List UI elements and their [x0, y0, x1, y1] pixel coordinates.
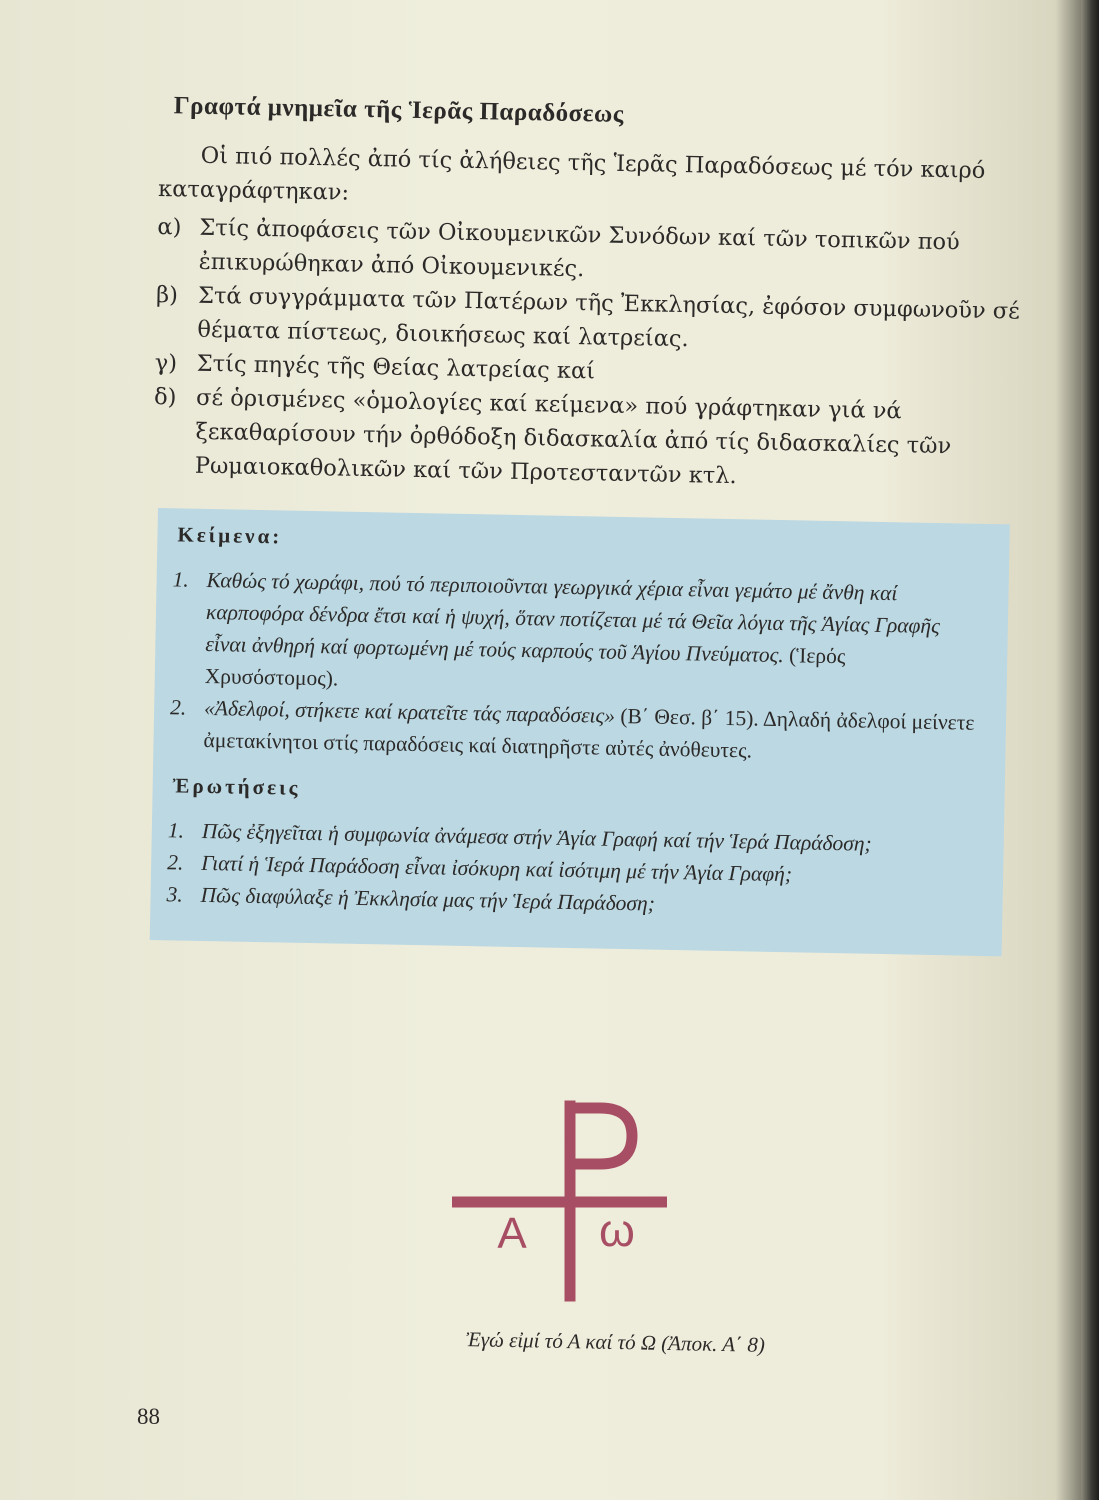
- item-text: σέ ὁρισμένες «ὁμολογίες καί κείμενα» πού γράφτηκαν γιά νά ξεκαθαρίσουν τήν ὀρθόδοξη διδασκαλία ἀπό τίς διδασκαλίες τῶν Ρωμαιοκαθολικῶν καί τῶν Προτεσταντῶν κτλ.: [194, 384, 952, 490]
- intro-paragraph: Οἱ πιό πολλές ἀπό τίς ἀλήθειες τῆς Ἱερᾶς Παραδόσεως μέ τόν καιρό καταγράφτηκαν:: [157, 142, 986, 206]
- item-text: Στά συγγράμματα τῶν Πατέρων τῆς Ἐκκλησίας, ἐφόσον συμφωνοῦν σέ θέματα πίστεως, διοικήσεως καί λατρείας.: [197, 282, 1021, 353]
- question-number: 3.: [166, 882, 183, 907]
- text-number: 1.: [172, 567, 189, 592]
- texts-list: [169, 563, 985, 770]
- text-quote: Καθώς τό χωράφι, πού τό περιποιοῦνται γεωργικά χέρια εἶναι γεμάτο μέ ἄνθη καί καρποφόρα δένδρα ἔτσι καί ἡ ψυχή, ὅταν ποτίζεται μέ τά Θεῖα λόγια τῆς Ἁγίας Γραφῆς εἶναι ἀνθηρή καί φορτωμένη μέ τούς καρπούς τοῦ Ἁγίου Πνεύματος.: [205, 567, 941, 668]
- questions-heading: Ἐρωτήσεις: [172, 773, 301, 800]
- page-content: [144, 92, 1030, 957]
- texts-heading: Κείμενα:: [177, 522, 283, 549]
- text-source: (Ἱερός Χρυσόστομος).: [204, 643, 846, 691]
- chi-rho-icon: [452, 1098, 667, 1303]
- page-number: 88: [137, 1404, 160, 1429]
- chi-rho-symbol: [452, 1098, 667, 1303]
- highlight-box: [150, 508, 1010, 956]
- item-text: Στίς ἀποφάσεις τῶν Οἰκουμενικῶν Συνόδων καί τῶν τοπικῶν πού ἐπικυρώθηκαν ἀπό Οἰκουμενικές.: [198, 214, 960, 283]
- question-text: Πῶς ἐξηγεῖται ἡ συμφωνία ἀνάμεσα στήν Ἁγία Γραφή καί τήν Ἱερά Παράδοση;: [201, 818, 872, 856]
- symbol-caption: Ἐγώ εἰμί τό Α καί τό Ω (Ἀποκ. Α΄ 8): [465, 1327, 766, 1357]
- question-text: Πῶς διαφύλαξε ἡ Ἐκκλησία μας τήν Ἱερά Παράδοση;: [200, 882, 656, 916]
- list-item: [153, 380, 1025, 499]
- question-number: 2.: [166, 850, 184, 875]
- text-quote: «Ἀδελφοί, στήκετε καί κρατεῖτε τάς παραδόσεις»: [203, 695, 616, 728]
- item-marker: δ): [153, 383, 177, 411]
- item-text: Στίς πηγές τῆς Θείας λατρείας καί: [196, 350, 596, 385]
- text-number: 2.: [169, 695, 187, 720]
- question-number: 1.: [167, 818, 185, 843]
- item-marker: γ): [154, 349, 178, 377]
- questions-list: [166, 814, 980, 925]
- omega-letter: ω: [599, 1204, 635, 1256]
- book-spine: [1081, 0, 1099, 1500]
- question-text: Γιατί ἡ Ἱερά Παράδοση εἶναι ἰσόκυρη καί ἰσότιμη μέ τήν Ἁγία Γραφή;: [200, 850, 793, 887]
- section-title: Γραφτά μνημεῖα τῆς Ἱερᾶς Παραδόσεως: [173, 92, 625, 128]
- item-marker: α): [157, 213, 182, 241]
- alpha-letter: Α: [497, 1209, 527, 1258]
- item-marker: β): [155, 281, 179, 309]
- text-source: (Β΄ Θεσ. β΄ 15). Δηλαδή ἀδελφοί μείνετε ἀμετακίνητοι στίς παραδόσεις καί διατηρῆστε αὐτές ἀνόθευτες.: [203, 703, 975, 763]
- sources-list: [153, 210, 1028, 499]
- text-item: [172, 563, 984, 706]
